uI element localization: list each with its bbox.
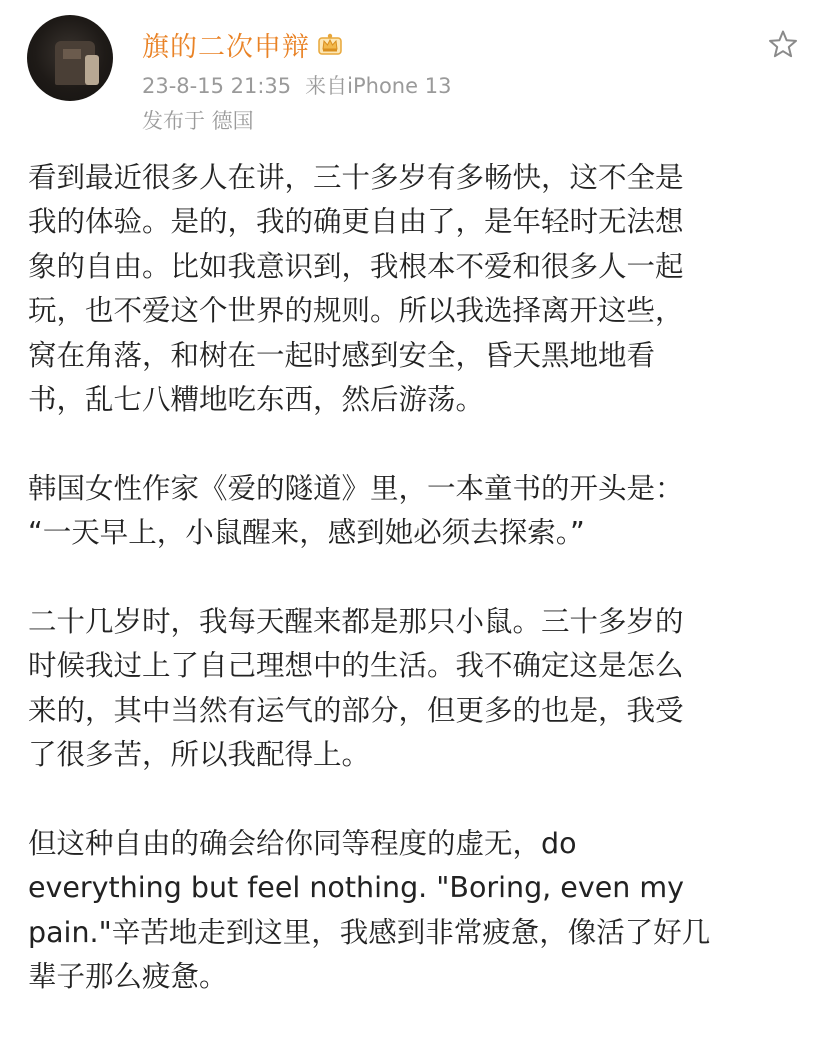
post-paragraph: 韩国女性作家《爱的隧道》里，一本童书的开头是： “一天早上，小鼠醒来，感到她必须去探索。” [28, 471, 684, 550]
post-source: 来自iPhone 13 [305, 74, 452, 98]
star-outline-icon[interactable] [766, 28, 800, 62]
author-name[interactable]: 旗的二次申辩 [142, 31, 310, 63]
post-body [28, 156, 808, 1000]
post-paragraph: 但这种自由的确会给你同等程度的虚无，do everything but feel nothing. "Boring, even my pain."辛苦地走到这里，我感到非常疲惫，像活了好几 辈子那么疲惫。 [28, 827, 711, 994]
author-row [142, 26, 343, 62]
post-location: 发布于 德国 [142, 109, 254, 133]
avatar-shape [63, 49, 81, 59]
post-paragraph: 二十几岁时，我每天醒来都是那只小鼠。三十多岁的 时候我过上了自己理想中的生活。我不确定这是怎么 来的，其中当然有运气的部分，但更多的也是，我受 了很多苦，所以我配得上。 [28, 605, 684, 772]
crown-icon[interactable] [317, 32, 343, 56]
author-avatar[interactable] [27, 15, 113, 101]
post-timestamp: 23-8-15 21:35 [142, 74, 292, 98]
post-header [0, 0, 828, 140]
avatar-shape [85, 55, 99, 85]
post-paragraph: 看到最近很多人在讲，三十多岁有多畅快，这不全是 我的体验。是的，我的确更自由了，是年轻时无法想 象的自由。比如我意识到，我根本不爱和很多人一起 玩，也不爱这个世界的规则。所以我选择离开这些， 窝在角落，和树在一起时感到安全，昏天黑地地看 书，乱七八糟地吃东西，然后游荡。 [28, 161, 684, 417]
post-meta [142, 70, 451, 100]
